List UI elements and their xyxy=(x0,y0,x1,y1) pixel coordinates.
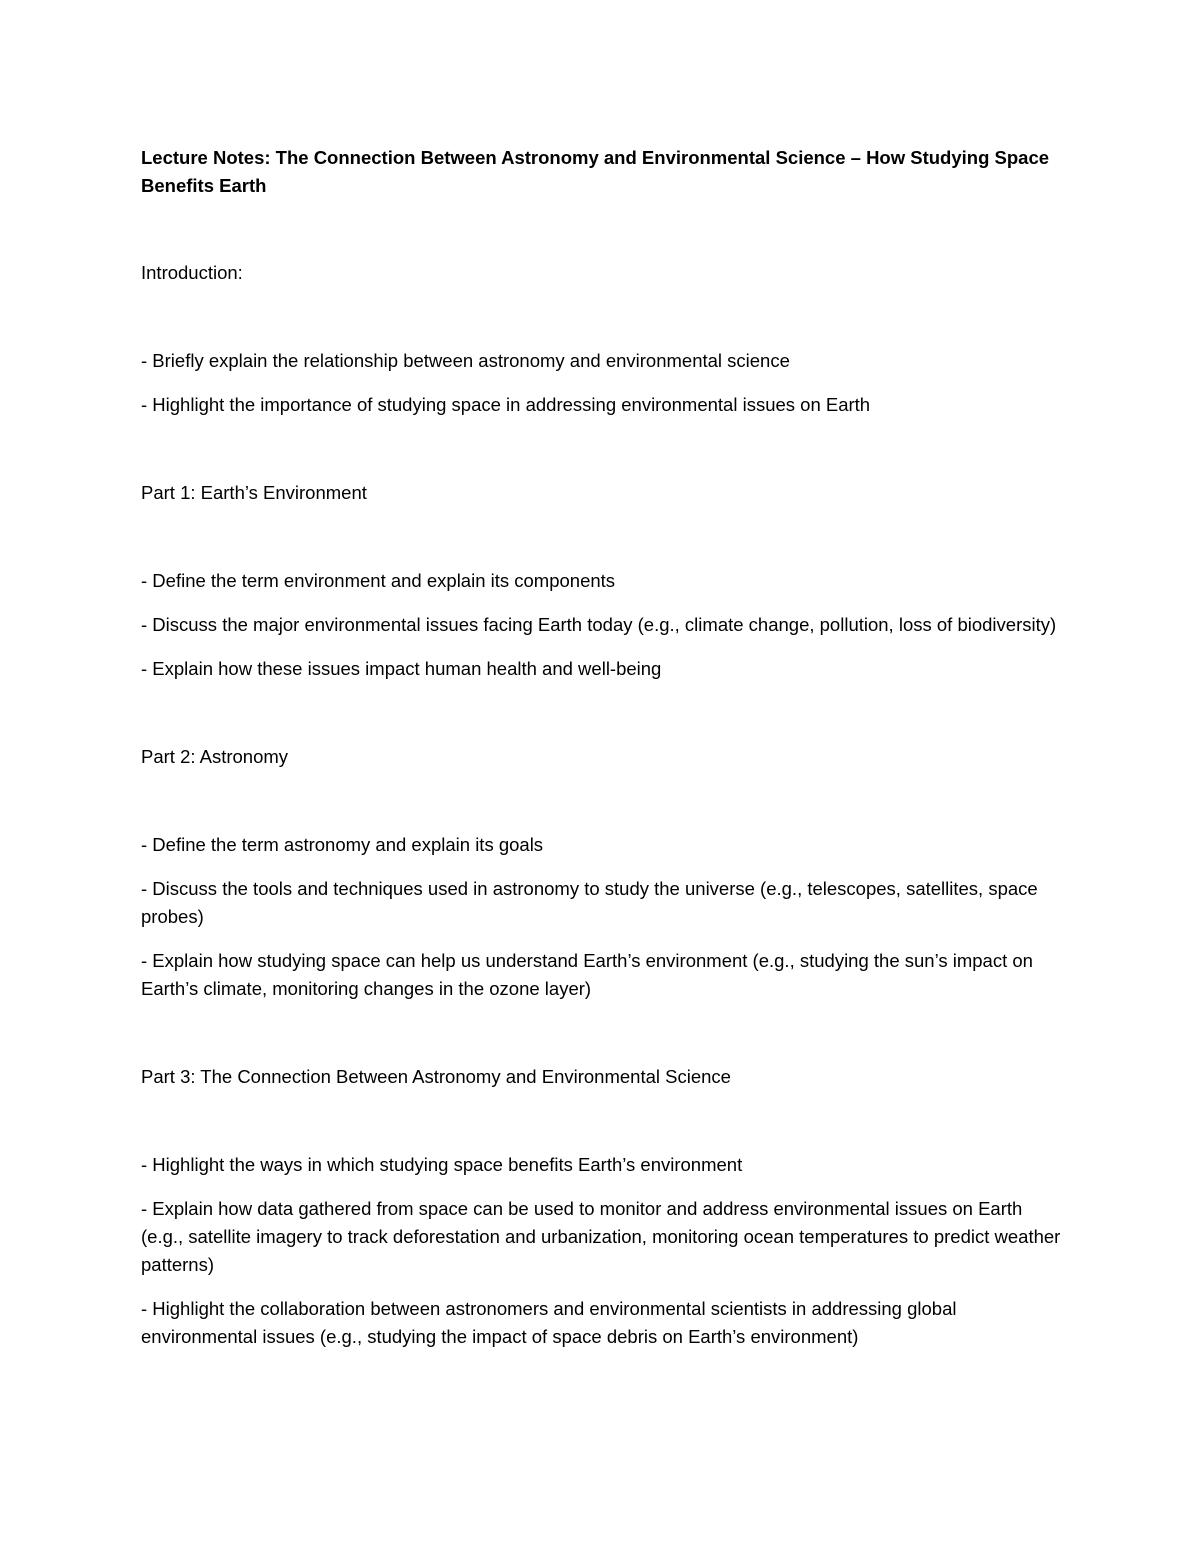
part-1-bullet-list xyxy=(141,567,1066,683)
list-item: - Define the term environment and explain its components xyxy=(141,570,616,591)
section-heading-part-1: Part 1: Earth’s Environment xyxy=(141,482,367,503)
introduction-bullet-list xyxy=(141,347,1066,419)
list-item: - Highlight the ways in which studying space benefits Earth’s environment xyxy=(141,1154,743,1175)
list-item: - Discuss the major environmental issues facing Earth today (e.g., climate change, pollution, loss of biodiversity) xyxy=(141,614,1057,635)
part-3-bullet-list xyxy=(141,1151,1066,1351)
list-item: - Briefly explain the relationship between astronomy and environmental science xyxy=(141,350,790,371)
list-item: - Explain how studying space can help us understand Earth’s environment (e.g., studying the sun’s impact on Earth’s climate, monitoring changes in the ozone layer) xyxy=(141,950,1033,999)
list-item: - Explain how these issues impact human health and well-being xyxy=(141,658,662,679)
section-heading-part-3: Part 3: The Connection Between Astronomy and Environmental Science xyxy=(141,1066,731,1087)
list-item: - Discuss the tools and techniques used in astronomy to study the universe (e.g., telescopes, satellites, space probes) xyxy=(141,878,1038,927)
list-item: - Define the term astronomy and explain its goals xyxy=(141,834,544,855)
document-title: Lecture Notes: The Connection Between Astronomy and Environmental Science – How Studying Space Benefits Earth xyxy=(141,147,1050,196)
document-body xyxy=(141,144,1066,1411)
part-2-bullet-list xyxy=(141,831,1066,1003)
list-item: - Highlight the importance of studying space in addressing environmental issues on Earth xyxy=(141,394,871,415)
section-heading-part-2: Part 2: Astronomy xyxy=(141,746,289,767)
section-heading-introduction: Introduction: xyxy=(141,262,243,283)
list-item: - Explain how data gathered from space can be used to monitor and address environmental issues on Earth (e.g., satellite imagery to track deforestation and urbanization, monitoring ocean temperatures to predict weather patterns) xyxy=(141,1198,1061,1275)
list-item: - Highlight the collaboration between astronomers and environmental scientists in addressing global environmental issues (e.g., studying the impact of space debris on Earth’s environment) xyxy=(141,1298,957,1347)
